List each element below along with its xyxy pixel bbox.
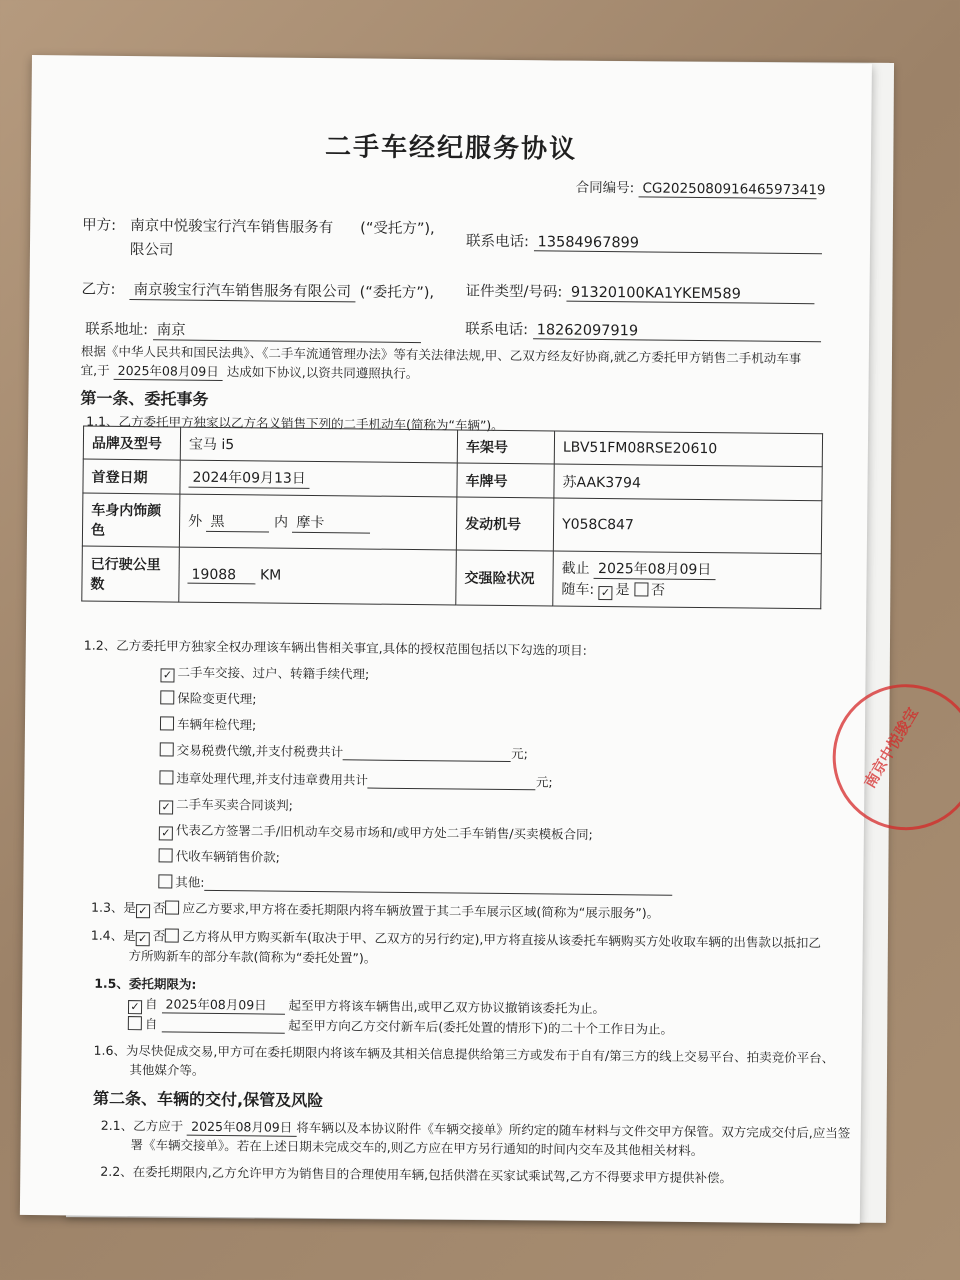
checkbox[interactable] bbox=[128, 1016, 142, 1030]
party-b-address: 联系地址: 南京 bbox=[85, 318, 421, 344]
exterior-color: 黑 bbox=[206, 510, 269, 532]
party-b-phone: 联系电话: 18262097919 bbox=[465, 318, 821, 343]
checkbox[interactable] bbox=[165, 928, 179, 942]
party-a-name-line2: 限公司 bbox=[129, 242, 174, 259]
checkbox[interactable] bbox=[159, 848, 173, 862]
section-1-title: 第一条、委托事务 bbox=[80, 388, 209, 409]
party-a-phone: 联系电话: 13584967899 bbox=[466, 230, 822, 255]
authorization-item: 其他: bbox=[158, 872, 672, 895]
clause-1-1: 1.1、乙方委托甲方独家以乙方名义销售下列的二手机动车(简称为“车辆”)。 bbox=[86, 413, 504, 433]
insurance-date: 2025年08月09日 bbox=[594, 558, 715, 580]
clause-1-4: 1.4、是 ✓ 否 乙方将从甲方购买新车(取决于甲、乙双方的另行约定),甲方将直接从该委托车辆购买方处收取车辆的出售款以抵扣乙 bbox=[90, 927, 821, 951]
registration-date: 2024年09月13日 bbox=[188, 467, 309, 489]
checkbox-checked[interactable]: ✓ bbox=[159, 800, 173, 814]
checkbox[interactable] bbox=[158, 874, 172, 888]
contract-number-value: CG2025080916465973419 bbox=[638, 180, 816, 199]
authorization-item: ✓ 二手车买卖合同谈判; bbox=[159, 794, 293, 815]
section-2-title: 第二条、车辆的交付,保管及风险 bbox=[92, 1088, 324, 1111]
clause-1-6-line2: 其他媒介等。 bbox=[129, 1062, 205, 1078]
checkbox[interactable] bbox=[160, 716, 174, 730]
plate-value: 苏AAK3794 bbox=[554, 464, 822, 501]
table-row: 已行驶公里数 19088 KM 交强险状况 截止 2025年08月09日 随车: ✓ 是 否 bbox=[82, 546, 822, 609]
brand-value: 宝马 i5 bbox=[180, 427, 457, 463]
checkbox[interactable] bbox=[160, 690, 174, 704]
party-a-role: (“受托方”), bbox=[360, 220, 435, 238]
party-b-name: 南京骏宝行汽车销售服务有限公司 (“委托方”), bbox=[129, 278, 434, 303]
authorization-item: 代收车辆销售价款; bbox=[159, 846, 280, 865]
vin-value: LBV51FM08RSE20610 bbox=[554, 431, 822, 467]
clause-1-6: 1.6、为尽快促成交易,甲方可在委托期限内将该车辆及其相关信息提供给第三方或发布于自有/第三方的线上交易平台、拍卖竞价平台、 bbox=[93, 1042, 835, 1066]
clause-2-1: 2.1、乙方应于 2025年08月09日 将车辆以及本协议附件《车辆交接单》所约定的随车材料与文件交甲方保管。双方完成交付后,应当签 bbox=[100, 1117, 851, 1141]
interior-color: 摩卡 bbox=[292, 511, 370, 533]
table-row: 首登日期 2024年09月13日 车牌号 苏AAK3794 bbox=[83, 459, 822, 501]
engine-value: Y058C847 bbox=[553, 498, 822, 554]
party-a-label: 甲方: bbox=[82, 217, 117, 234]
authorization-item: 车辆年检代理; bbox=[160, 714, 256, 733]
authorization-item: 保险变更代理; bbox=[160, 688, 256, 707]
checkbox[interactable] bbox=[159, 770, 173, 784]
table-row: 品牌及型号 宝马 i5 车架号 LBV51FM08RSE20610 bbox=[83, 426, 822, 467]
checkbox-checked[interactable]: ✓ bbox=[136, 904, 150, 918]
clause-1-2: 1.2、乙方委托甲方独家全权办理该车辆出售相关事宜,具体的授权范围包括以下勾选的项目: bbox=[83, 637, 587, 658]
contract-number: 合同编号: CG2025080916465973419 bbox=[575, 179, 826, 199]
checkbox-checked[interactable]: ✓ bbox=[160, 668, 174, 682]
checkbox[interactable] bbox=[160, 742, 174, 756]
clause-2-2: 2.2、在委托期限内,乙方允许甲方为销售目的合理使用车辆,包括供潜在买家试乘试驾,乙方不得要求甲方提供补偿。 bbox=[100, 1163, 733, 1186]
document-title: 二手车经纪服务协议 bbox=[324, 132, 578, 165]
checkbox[interactable] bbox=[165, 900, 179, 914]
authorization-item: ✓ 代表乙方签署二手/旧机动车交易市场和/或甲方处二手车销售/买卖模板合同; bbox=[159, 820, 593, 845]
party-b-id: 证件类型/号码: 91320100KA1YKEM589 bbox=[465, 280, 815, 305]
preamble-line2: 宜,于 2025年08月09日 达成如下协议,以资共同遵照执行。 bbox=[80, 362, 419, 382]
preamble-line1: 根据《中华人民共和国民法典》、《二手车流通管理办法》等有关法律法规,甲、乙双方经友好协商,就乙方委托甲方销售二手机动车事 bbox=[80, 343, 802, 367]
party-a-name-line1: 南京中悦骏宝行汽车销售服务有 bbox=[130, 218, 334, 237]
contract-page bbox=[20, 55, 922, 1224]
checkbox-checked[interactable]: ✓ bbox=[128, 1000, 142, 1014]
authorization-item: ✓ 二手车交接、过户、转籍手续代理; bbox=[160, 662, 369, 684]
clause-1-4-line2: 方所购新车的部分车款(简称为“委托处置”)。 bbox=[128, 948, 377, 966]
clause-1-3: 1.3、是 ✓ 否 应乙方要求,甲方将在委托期限内将车辆放置于其二手车展示区域(简称为“展示服务”)。 bbox=[91, 899, 660, 921]
company-seal: 南京中悦骏宝 bbox=[832, 683, 960, 831]
clause-2-1-line2: 署《车辆交接单》。若在上述日期未完成交车的,则乙方应在甲方另行通知的时间内交车及其他相关材料。 bbox=[130, 1137, 704, 1159]
checkbox[interactable] bbox=[634, 582, 648, 596]
authorization-item: 违章处理代理,并支付违章费用共计 元; bbox=[159, 768, 552, 790]
clause-1-5-option1: ✓ 自 2025年08月09日 起至甲方将该车辆售出,或甲乙双方协议撤销该委托为止。 bbox=[128, 994, 605, 1019]
clause-1-5-title: 1.5、委托期限为: bbox=[94, 975, 197, 992]
table-row: 车身内饰颜色 外 黑 内 摩卡 发动机号 Y058C847 bbox=[82, 493, 822, 554]
authorization-item: 交易税费代缴,并支付税费共计 元; bbox=[160, 740, 528, 762]
checkbox-checked[interactable]: ✓ bbox=[136, 932, 150, 946]
clause-1-5-option2: 自 起至甲方向乙方交付新车后(委托处置的情形下)的二十个工作日为止。 bbox=[128, 1014, 673, 1038]
checkbox-checked[interactable]: ✓ bbox=[159, 826, 173, 840]
checkbox-checked[interactable]: ✓ bbox=[598, 586, 612, 600]
vehicle-info-table bbox=[81, 426, 823, 610]
mileage-value: 19088 bbox=[187, 566, 255, 584]
party-b-label: 乙方: bbox=[81, 281, 116, 298]
